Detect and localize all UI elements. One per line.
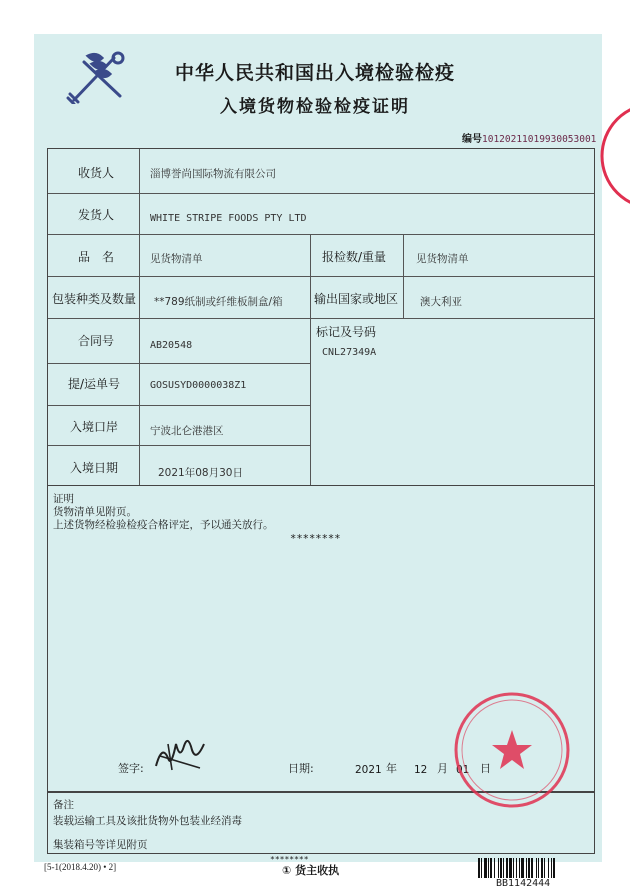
signature-label: 签字: (118, 762, 144, 775)
consignor-value: WHITE STRIPE FOODS PTY LTD (150, 213, 307, 224)
consignor-label: 发货人 (78, 208, 115, 222)
official-seal-stamp (452, 690, 572, 810)
entry-date-value: 2021年08月30日 (158, 467, 243, 479)
goods-value: 见货物清单 (150, 253, 203, 265)
certificate-title-line2: 入境货物检验检疫证明 (220, 97, 410, 117)
date-year: 2021 (355, 764, 382, 776)
date-label: 日期: (288, 762, 314, 775)
footer-stars: ******** (270, 855, 309, 864)
marks-value: CNL27349A (322, 347, 377, 358)
packing-value: **789纸制或纤维板制盒/箱 (154, 296, 283, 308)
contract-value: AB20548 (150, 340, 193, 351)
certification-line1: 货物清单见附页。 (53, 506, 137, 518)
serial-number (462, 130, 596, 145)
col-divider (139, 149, 140, 485)
quantity-value: 见货物清单 (416, 253, 469, 265)
row-divider (48, 318, 594, 319)
row-divider (48, 276, 594, 277)
row-divider (48, 405, 310, 406)
date-month: 12 (414, 764, 428, 776)
serial-value: 10120211019930053001 (482, 134, 597, 145)
date-year-unit: 年 (386, 762, 397, 775)
certificate-table (47, 148, 595, 486)
bl-label: 提/运单号 (68, 377, 121, 391)
handwritten-signature (150, 736, 210, 774)
consignee-value: 淄博誉尚国际物流有限公司 (150, 168, 276, 180)
port-label: 入境口岸 (70, 420, 119, 434)
consignee-label: 收货人 (78, 166, 115, 180)
date-month-unit: 月 (437, 762, 448, 775)
certification-line2: 上述货物经检验检疫合格评定，予以通关放行。 (53, 519, 274, 531)
certificate-title-line1: 中华人民共和国出入境检验检疫 (174, 62, 455, 84)
barcode-number: BB1142444 (496, 878, 551, 889)
certification-stars: ******** (290, 533, 341, 545)
remarks-line1: 装载运输工具及该批货物外包装业经消毒 (53, 815, 242, 827)
port-value: 宁波北仑港港区 (150, 425, 224, 437)
remarks-line2: 集装箱号等详见附页 (53, 839, 148, 851)
form-code: [5-1(2018.4.20) • 2] (44, 862, 117, 872)
serial-label: 编号 (462, 134, 482, 145)
remarks-heading: 备注 (53, 799, 74, 811)
date-day: 01 (456, 764, 470, 776)
contract-label: 合同号 (78, 334, 115, 348)
row-divider (48, 193, 594, 194)
col-divider (310, 234, 311, 485)
export-country-value: 澳大利亚 (420, 296, 462, 308)
row-divider (48, 234, 594, 235)
col-divider (403, 234, 404, 318)
packing-label: 包装种类及数量 (52, 292, 137, 306)
marks-label: 标记及号码 (316, 325, 377, 339)
certification-heading: 证明 (53, 493, 74, 505)
bl-value: GOSUSYD0000038Z1 (150, 380, 247, 391)
row-divider (48, 445, 310, 446)
date-day-unit: 日 (480, 762, 491, 775)
goods-label: 品 名 (78, 250, 115, 264)
entry-date-label: 入境日期 (70, 461, 119, 475)
partial-seal-stamp (594, 96, 630, 216)
quantity-label: 报检数/重量 (322, 250, 387, 264)
row-divider (48, 363, 310, 364)
export-country-label: 输出国家或地区 (314, 292, 399, 306)
copy-label: ① 货主收执 (282, 864, 340, 877)
barcode-icon (478, 858, 620, 878)
